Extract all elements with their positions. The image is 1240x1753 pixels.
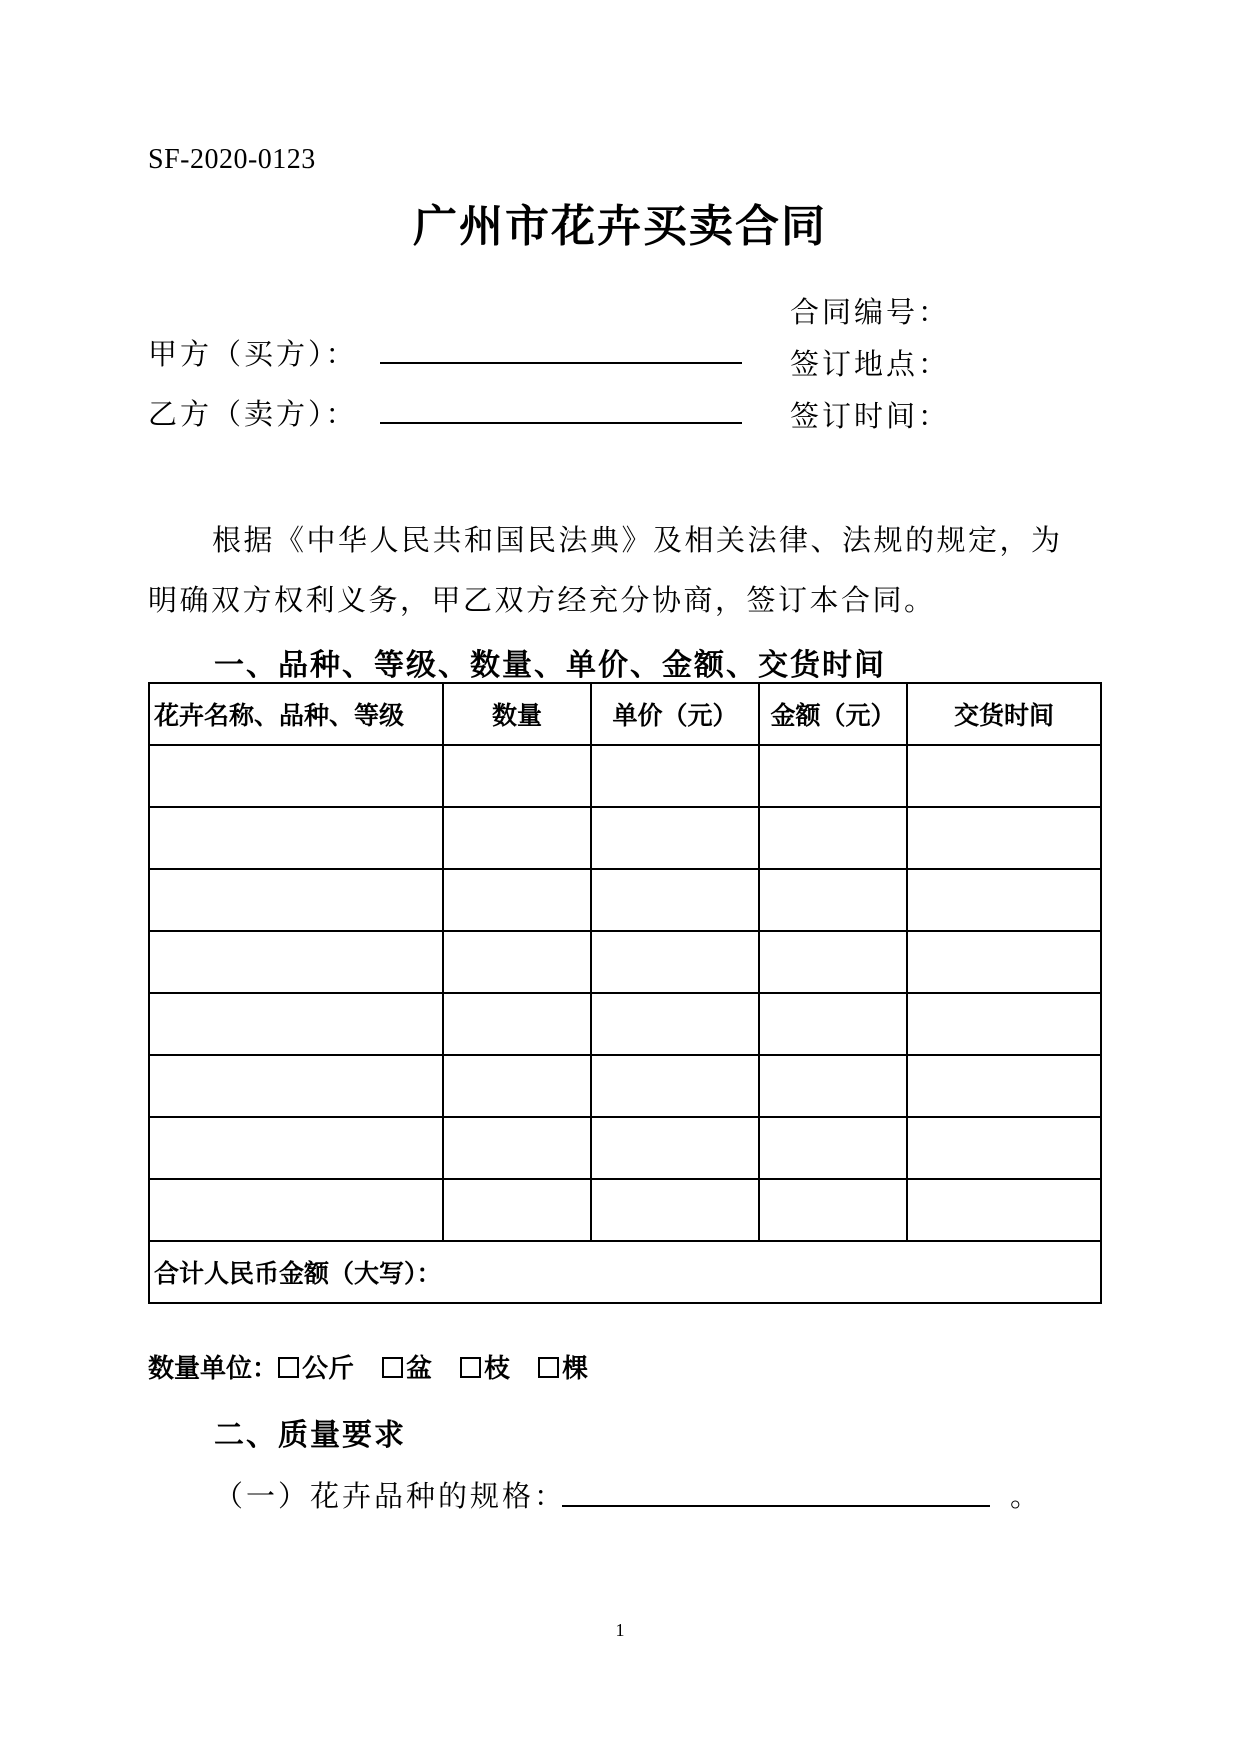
section-1-title: 一、品种、等级、数量、单价、金额、交货时间 (214, 648, 886, 683)
table-total-row (149, 1241, 1101, 1303)
clause-1-label: （一）花卉品种的规格： (214, 1479, 567, 1513)
table-cell[interactable] (443, 869, 591, 931)
table-row (149, 993, 1101, 1055)
table-cell[interactable] (149, 931, 443, 993)
table-cell[interactable] (443, 1179, 591, 1241)
table-cell[interactable] (149, 1179, 443, 1241)
unit-option-stem[interactable] (460, 1348, 510, 1385)
total-amount-cell[interactable] (149, 1241, 1101, 1303)
table-cell[interactable] (907, 1117, 1101, 1179)
intro-paragraph-line-2: 明确双方权利义务，甲乙双方经充分协商，签订本合同。 (148, 583, 936, 617)
table-cell[interactable] (149, 807, 443, 869)
clause-1-blank[interactable] (562, 1505, 990, 1507)
header-name-variety-grade: 花卉名称、品种、等级 (149, 683, 443, 745)
header-amount: 金额（元） (759, 683, 907, 745)
table-row (149, 807, 1101, 869)
table-cell[interactable] (443, 993, 591, 1055)
table-cell[interactable] (907, 1179, 1101, 1241)
product-table (148, 682, 1102, 1304)
table-cell[interactable] (759, 869, 907, 931)
unit-option-label: 盆 (406, 1354, 433, 1384)
table-cell[interactable] (591, 1117, 759, 1179)
checkbox-icon[interactable] (382, 1357, 403, 1378)
unit-option-pot[interactable] (382, 1348, 432, 1385)
table-cell[interactable] (591, 807, 759, 869)
table-cell[interactable] (149, 745, 443, 807)
table-cell[interactable] (443, 745, 591, 807)
header-quantity: 数量 (443, 683, 591, 745)
table-cell[interactable] (149, 1117, 443, 1179)
table-cell[interactable] (591, 993, 759, 1055)
document-code: SF-2020-0123 (148, 144, 316, 175)
table-row (149, 1117, 1101, 1179)
table-cell[interactable] (149, 869, 443, 931)
table-cell[interactable] (591, 869, 759, 931)
units-label: 数量单位： (148, 1354, 279, 1384)
table-cell[interactable] (443, 807, 591, 869)
section-2-title: 二、质量要求 (214, 1418, 406, 1453)
table-row (149, 869, 1101, 931)
header-delivery-time: 交货时间 (907, 683, 1101, 745)
table-row (149, 745, 1101, 807)
table-row (149, 931, 1101, 993)
contract-number-label: 合同编号： (790, 295, 951, 329)
table-cell[interactable] (759, 931, 907, 993)
checkbox-icon[interactable] (460, 1357, 481, 1378)
table-cell[interactable] (591, 931, 759, 993)
table-cell[interactable] (759, 1179, 907, 1241)
table-row (149, 1055, 1101, 1117)
table-cell[interactable] (907, 869, 1101, 931)
table-cell[interactable] (443, 1117, 591, 1179)
sign-place-label: 签订地点： (790, 347, 951, 381)
table-cell[interactable] (759, 807, 907, 869)
quantity-units (148, 1348, 616, 1385)
party-a-label: 甲方（买方）： (148, 337, 358, 371)
table-cell[interactable] (759, 745, 907, 807)
table-cell[interactable] (907, 807, 1101, 869)
table-cell[interactable] (759, 1117, 907, 1179)
document-title: 广州市花卉买卖合同 (413, 201, 827, 252)
total-amount-label: 合计人民币金额（大写）： (154, 1259, 442, 1288)
checkbox-icon[interactable] (538, 1357, 559, 1378)
table-cell[interactable] (149, 993, 443, 1055)
checkbox-icon[interactable] (278, 1357, 299, 1378)
party-b-label: 乙方（卖方）： (148, 397, 358, 431)
table-row (149, 1179, 1101, 1241)
table-cell[interactable] (759, 1055, 907, 1117)
page-number: 1 (615, 1620, 625, 1640)
unit-option-label: 枝 (484, 1354, 511, 1384)
sign-time-label: 签订时间： (790, 399, 951, 433)
table-cell[interactable] (443, 931, 591, 993)
table-cell[interactable] (591, 1055, 759, 1117)
table-cell[interactable] (907, 931, 1101, 993)
table-cell[interactable] (591, 1179, 759, 1241)
table-header-row (149, 683, 1101, 745)
party-a-blank[interactable] (380, 362, 742, 364)
unit-option-kg[interactable] (278, 1348, 354, 1385)
table-cell[interactable] (907, 1055, 1101, 1117)
party-b-blank[interactable] (380, 422, 742, 424)
table-cell[interactable] (907, 745, 1101, 807)
table-cell[interactable] (591, 745, 759, 807)
unit-option-label: 公斤 (302, 1354, 355, 1384)
table-cell[interactable] (907, 993, 1101, 1055)
clause-1-end: 。 (1010, 1479, 1043, 1513)
unit-option-plant[interactable] (538, 1348, 588, 1385)
header-unit-price: 单价（元） (591, 683, 759, 745)
table-cell[interactable] (149, 1055, 443, 1117)
table-cell[interactable] (443, 1055, 591, 1117)
unit-option-label: 棵 (562, 1354, 589, 1384)
intro-paragraph-line-1: 根据《中华人民共和国民法典》及相关法律、法规的规定，为 (212, 523, 1063, 557)
table-cell[interactable] (759, 993, 907, 1055)
